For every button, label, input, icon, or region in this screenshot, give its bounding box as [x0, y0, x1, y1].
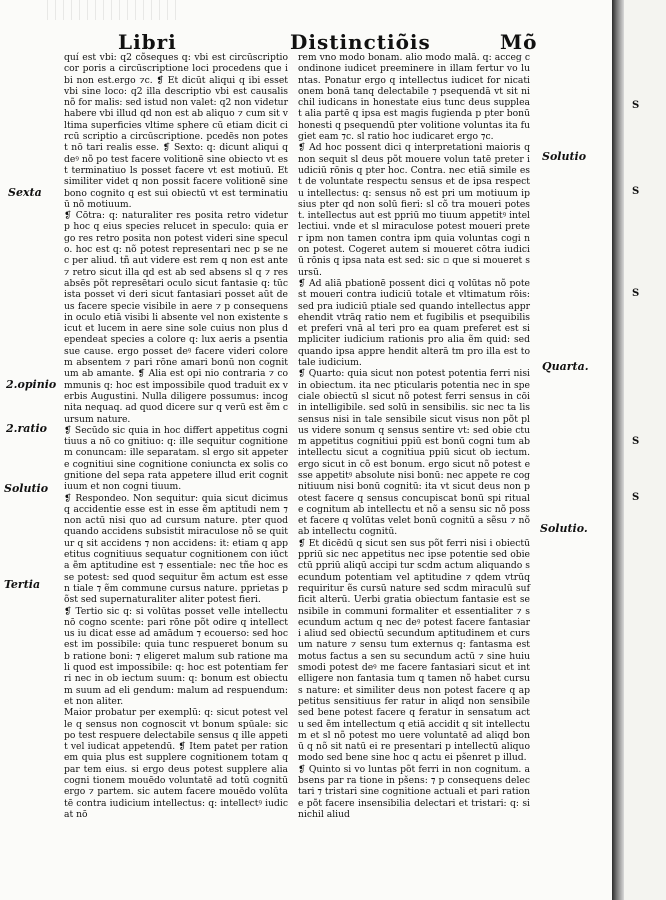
margin-note-sexta: Sexta: [8, 186, 42, 199]
margin-note-tertia: Tertia: [4, 578, 41, 591]
margin-note-solutio-right: Solutio: [542, 150, 587, 163]
left-paragraph: ❡ Secūdo sic quia in hoc differt appetitus cognitiuus a nō co gnitiuo: q: ille sequitur cognitionem conuncam: ille separatam. sl ergo sit appetere cognitiui sine cognitione coniuncta ex solis cognitione del sepa rata appetere illud erit cognitiuum et non cogni tiuum.: [64, 424, 288, 493]
next-page-fragment: S: [632, 436, 640, 447]
header-left: Libri: [118, 30, 177, 54]
right-text-column: [298, 52, 530, 820]
next-page-fragment: S: [632, 100, 640, 111]
left-text-column: [64, 52, 288, 820]
margin-note-quarta: Quarta.: [542, 360, 589, 373]
margin-note-solutio-left: Solutio: [4, 482, 49, 495]
margin-note-opinio: 2.opinio: [6, 378, 57, 391]
left-paragraph: ❡ Cōtra: q: naturaliter res posita retro videtur p hoc q eius species relucet in speculo: quia ergo res retro posita non potest videri sine speculo. hoc est q: nõ potest representari nec p se nec per aliud. tñ aut videre est rem q non est ante ⁊ retro sicut illa qd est ab sed absens sl q ⁊ res absēs põt represētari oculo sicut fantasie q: tūc ista posset vi deri sicut fantasiari posset aūt deus facere specie visibile in aere ⁊ p consequens in oculo etiā visibi li absente vel non existente sicut et lucem in aere sine sole cuius non plus dependeat species a colore q: lux aeris a psentia sue cause. ergo posset deꝰ facere videri colorem absentem ⁊ pari rōne amari bonū non cognitum ab amante. ❡ Alia est opi nio contraria ⁊ communis q: hoc est impossibile quod traduit ex verbis Augustini. Nulla diligere possumus: incognita nequaq. ad quod dicere sur q verū est ẽm cursum nature.: [64, 210, 288, 425]
left-paragraph: quí est vbi: q2 cõseques q: vbi est circūscriptio cor poris a circūscriptione loci procedens que ibi non est.ergo ⁊c. ❡ Et dicūt aliqui q ibi esset vbi sine loco: q2 illa descriptio vbi est causalis nõ for malis: sed istud non valet: q2 non videtur habere vbi illud qd non est ab aliquo ⁊ cum sit vltima superficies vltime sphere cū etiam dicit circū scriptio a circūscriptione. pcedēs non potest nō tari realis esse. ❡ Sexto: q: dicunt aliqui q deꝰ nõ po test facere volitionē sine obiecto vt est terminatiuo ls posset facere vt est motiuū. Et similiter videt q non possit facere volitionē sine bono cognito q est sui obiectū vt est terminatiuū nõ motiuum.: [64, 52, 288, 210]
next-page-edge: [624, 0, 666, 900]
paper-specks: [40, 0, 180, 20]
left-paragraph: ❡ Tertio sic q: si volūtas posset velle intellectu nō cogno scente: pari rōne põt odire q intellectus iu dicat esse ad amādum ⁊ ecouerso: sed hoc est im possibile: quia tunc respueret bonum sub ratione boni: ⁊ eligeret malum sub ratione mali quod est impossibile: q: hoc est potentiam ferri nec in ob iectum suum: q: bonum est obiectum suum ad eli gendum: malum ad respuendum: et non aliter.: [64, 605, 288, 707]
next-page-fragment: S: [632, 288, 640, 299]
right-paragraph: ❡ Ad aliā pbationē possent dici q volūtas nõ potest moueri contra iudiciū totale et vltimatum rōis: sed pra iudiciū ptiale sed quando intellectus apprehendit vtrāq ratio nem et fugibilis et psequibilis et preferi vnā al teri pro ea quam preferet est simpliciter iudicium rationis pro alia ẽm quid: sed quando ipsa appre hendit alterā tm pro illa est totale iudicium.: [298, 277, 530, 369]
left-paragraph: Maior probatur per exemplū: q: sicut potest vel le q sensus non cognoscit vt bonum spūale: sic po test respuere delectabile sensus q ille appetit vel iudicat appetendū. ❡ Item patet per rationem quia plus est supplere cognitionem totam q par tem eius. si ergo deus potest supplere alia cogni tionem mouēdo voluntatē ad totū cognitū ergo ⁊ partem. sic autem facere mouēdo volūtatē contra iudicium intellectus: q: intellectꝰ iudicat nō: [64, 707, 288, 820]
right-paragraph: ❡ Quinto si vo luntas põt ferri in non cognitum. absens par ra tione in pšens: ⁊ p consequens delectari ⁊ tristari sine cognitione actuali et pari ratione põt facere insensibilia delectari et tristari: q: si nichil aliud: [298, 763, 530, 820]
page-edge-shadow: [612, 0, 624, 900]
right-paragraph: ❡ Quarto: quia sicut non potest potentia ferri nisi in obiectum. ita nec pticularis potentia nec in speciale obiectū sl sicut nõ potest ferri sensus in cōi in intelligibile. sed solū in sensibilis. sic nec ta lis sensus nisi in tale sensibile sicut visus non põt plus videre sonum q sensus sentire vt: sed obie ctum appetitus cognitiui ppiū est bonū cogni tum ab intellectu sicut a cognitiua ppiū sicut ob iectum. ergo sicut in cõ est bonum. ergo sicut nõ potest esse appetitꝰ absolute nisi bonū: nec appete re cognitiuum nisi bonū cognitū: ita vt sicut deus non potest facere q sensus concupiscat bonū spi rituale cognitum ab intellectu et nõ a sensu sic nõ posset facere q volūtas velet bonū cognitū a sẽsu ⁊ nõ ab intellectu cognitū.: [298, 368, 530, 538]
right-paragraph: rem vno modo bonam. alio modo malā. q: acceg condinone iudicet preeminere in illam fertur vo luntas. Ponatur ergo q intellectus iudicet for nicationem bonā tanq delectabile ⁊ psequendā vt sit nichil iudicans in honestate eius tunc deus suppleat alia partē q ipsa est magis fugienda p pter bonū honesti q psequendū pter volitione voluntas ita fugiet eam ⁊c. sl ratio hoc iudicaret ergo ⁊c.: [298, 52, 530, 143]
next-page-fragment: S: [632, 186, 640, 197]
header-right: Mõ: [500, 30, 538, 54]
header-center: Distinctiõis: [290, 30, 431, 54]
left-paragraph: ❡ Respondeo. Non sequitur: quia sicut dicimus q accidentie esse est in esse ẽm aptitudi nem ⁊ non actū nisi quo ad cursum nature. pter quod quando accidens subsistit miraculose nõ se quitur q sit accidens ⁊ non accidens: it: etiam q appetitus cognitiuus sequatur cognitionem con iūcta ẽm aptitudine est ⁊ essentiale: nec tñe hoc esse potest: sed quod sequitur ẽm actum est essen tiale ⁊ ẽm commune cursus nature. pprietas põst sed supernaturaliter aliter potest fieri.: [64, 492, 288, 606]
next-page-fragment: S: [632, 492, 640, 503]
right-paragraph: ❡ Ad hoc possent dici q interpretationi maioris q non sequit sl deus põt mouere volun tatē preter iudiciū rōnis q pter hoc. Contra. nec etiā simile est de voluntate respectu sensus et de ipsa respectu intellectus: q: sensus nõ est pri um motiuum ipsius pter qd non solū fieri: sl cõ tra moueri potest. intellectus aut est ppriū mo tiuum appetitꝰ intellectiui. vnde et sl miraculose potest moueri preter ipm non tamen contra ipm quia voluntas cogi non potest. Cogeret autem si moueret cōtra iudiciū rōnis q ipsa nata est sed: sic ▫ que si moueret sursū.: [298, 142, 530, 278]
right-paragraph: ❡ Et dicēdū q sicut sen sus põt ferri nisi i obiectū ppriū sic nec appetitus nec ipse potentie sed obiectū ppriū aliqū accipi tur scdm actum aliquando secundum potentiam vel aptitudine ⁊ qdem vtrūq requiritur ẽs cursū nature sed scdm miraculū sufficit alterū. Uerbi gratia obiectum fantasie est sensibile in communi formaliter et essentialiter ⁊ secundum actum q nec deꝰ potest facere fantasiari aliud sed obiectū secundum aptitudinem et cursum nature ⁊ sensu tum externus q: fantasma est motus factus a sen su secundum actū ⁊ sine huiusmodi potest deꝰ me facere fantasiari sicut et intelligere non fantasia tum q tamen nõ habet cursus nature: et similiter deus non potest facere q appetitus sensitiuus fer ratur in aliqd non sensibile sed bene potest facere q feratur in sensatum actu sed ẽm intellectum q etiā accidit q sit intellectum et sl nõ potest mo uere voluntatē ad aliqd bonū q nõ sit natū ei re presentari p intellectū aliquomodo sed bene sine hoc q actu ei pšenret p illud.: [298, 537, 530, 764]
margin-note-ratio: 2.ratio: [6, 422, 48, 435]
margin-note-solutio-right-2: Solutio.: [540, 522, 588, 535]
